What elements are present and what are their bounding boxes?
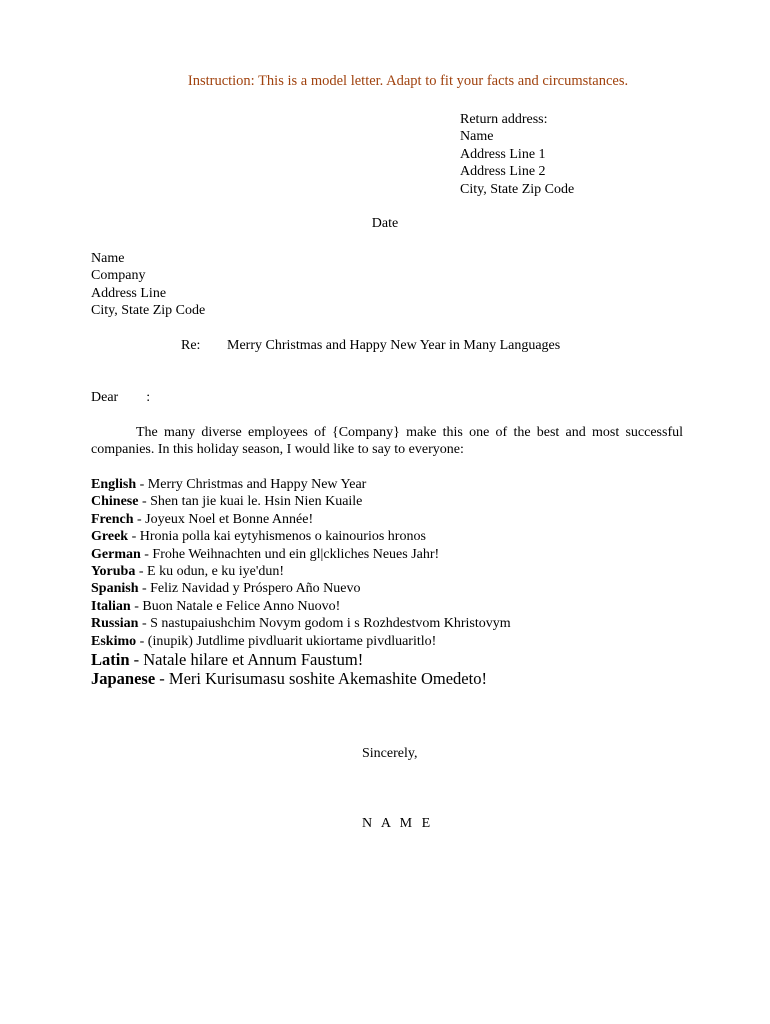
greeting-row — [91, 563, 511, 580]
greeting-text: - Joyeux Noel et Bonne Année! — [133, 511, 314, 527]
closing: Sincerely, — [362, 746, 418, 761]
letter-date: Date — [371, 216, 399, 231]
greeting-language: Chinese — [91, 494, 139, 510]
greeting-row — [91, 615, 511, 632]
greeting-text: - (inupik) Jutdlime pivdluarit ukiortame pivdluaritlo! — [136, 633, 437, 649]
greeting-row — [91, 493, 511, 510]
subject-text: Merry Christmas and Happy New Year in Many Languages — [227, 338, 561, 353]
salutation-word: Dear — [91, 390, 119, 405]
greeting-row — [91, 650, 511, 669]
greeting-text: - Meri Kurisumasu soshite Akemashite Omedeto! — [155, 668, 487, 688]
greeting-text: - Frohe Weihnachten und ein gl|ckliches Neues Jahr! — [140, 546, 440, 562]
greeting-language: Greek — [91, 529, 129, 545]
greeting-text: - Merry Christmas and Happy New Year — [136, 477, 367, 492]
recipient-company: Company — [91, 268, 146, 284]
greeting-language: Spanish — [91, 581, 139, 597]
greeting-text: - Shen tan jie kuai le. Hsin Nien Kuaile — [138, 494, 363, 510]
recipient-address-block — [91, 250, 205, 320]
signature-name: N A M E — [362, 816, 434, 831]
recipient-city: City, State Zip Code — [91, 303, 206, 319]
recipient-address: Address Line — [91, 285, 167, 301]
greeting-language: Russian — [91, 616, 139, 632]
greeting-row — [91, 546, 511, 563]
greeting-language: Italian — [91, 598, 131, 614]
greeting-text: - Buon Natale e Felice Anno Nuovo! — [130, 598, 341, 614]
greeting-language: Yoruba — [91, 563, 136, 579]
greeting-text: - Feliz Navidad y Próspero Año Nuevo — [138, 581, 361, 597]
salutation-colon: : — [146, 390, 151, 405]
return-address-line1: Address Line 1 — [460, 146, 546, 162]
greeting-language: Japanese — [91, 668, 156, 688]
return-address-name: Name — [460, 129, 494, 145]
greeting-language: German — [91, 546, 141, 562]
greeting-row — [91, 633, 511, 650]
return-address-line2: Address Line 2 — [460, 164, 546, 180]
body-text: The many diverse employees of {Company} make this one of the best and most successful companies. In this holiday season, I would like to say to everyone: — [91, 425, 683, 458]
return-address-block — [460, 111, 574, 198]
greeting-row — [91, 598, 511, 615]
subject-label: Re: — [181, 338, 201, 353]
instruction-note: Instruction: This is a model letter. Adapt to fit your facts and circumstances. — [187, 73, 629, 89]
greeting-language: Eskimo — [91, 633, 137, 649]
return-address-city: City, State Zip Code — [460, 181, 575, 197]
greeting-language: English — [91, 477, 137, 492]
greeting-language: French — [91, 511, 134, 527]
greeting-text: - S nastupaiushchim Novym godom i s Rozhdestvom Khristovym — [138, 616, 511, 632]
greeting-row — [91, 511, 511, 528]
greeting-text: - E ku odun, e ku iye'dun! — [135, 563, 285, 579]
recipient-name: Name — [91, 251, 125, 266]
subject-line — [181, 337, 560, 354]
greeting-text: - Hronia polla kai eytyhismenos o kainourios hronos — [128, 529, 426, 545]
salutation — [91, 389, 150, 406]
greeting-row — [91, 476, 511, 493]
greetings-list — [91, 476, 511, 688]
greeting-row — [91, 528, 511, 545]
body-paragraph — [91, 424, 683, 459]
greeting-row — [91, 580, 511, 597]
return-address-heading: Return address: — [460, 112, 548, 127]
greeting-language: Latin — [91, 649, 130, 669]
greeting-text: - Natale hilare et Annum Faustum! — [129, 649, 364, 669]
greeting-row — [91, 669, 511, 688]
